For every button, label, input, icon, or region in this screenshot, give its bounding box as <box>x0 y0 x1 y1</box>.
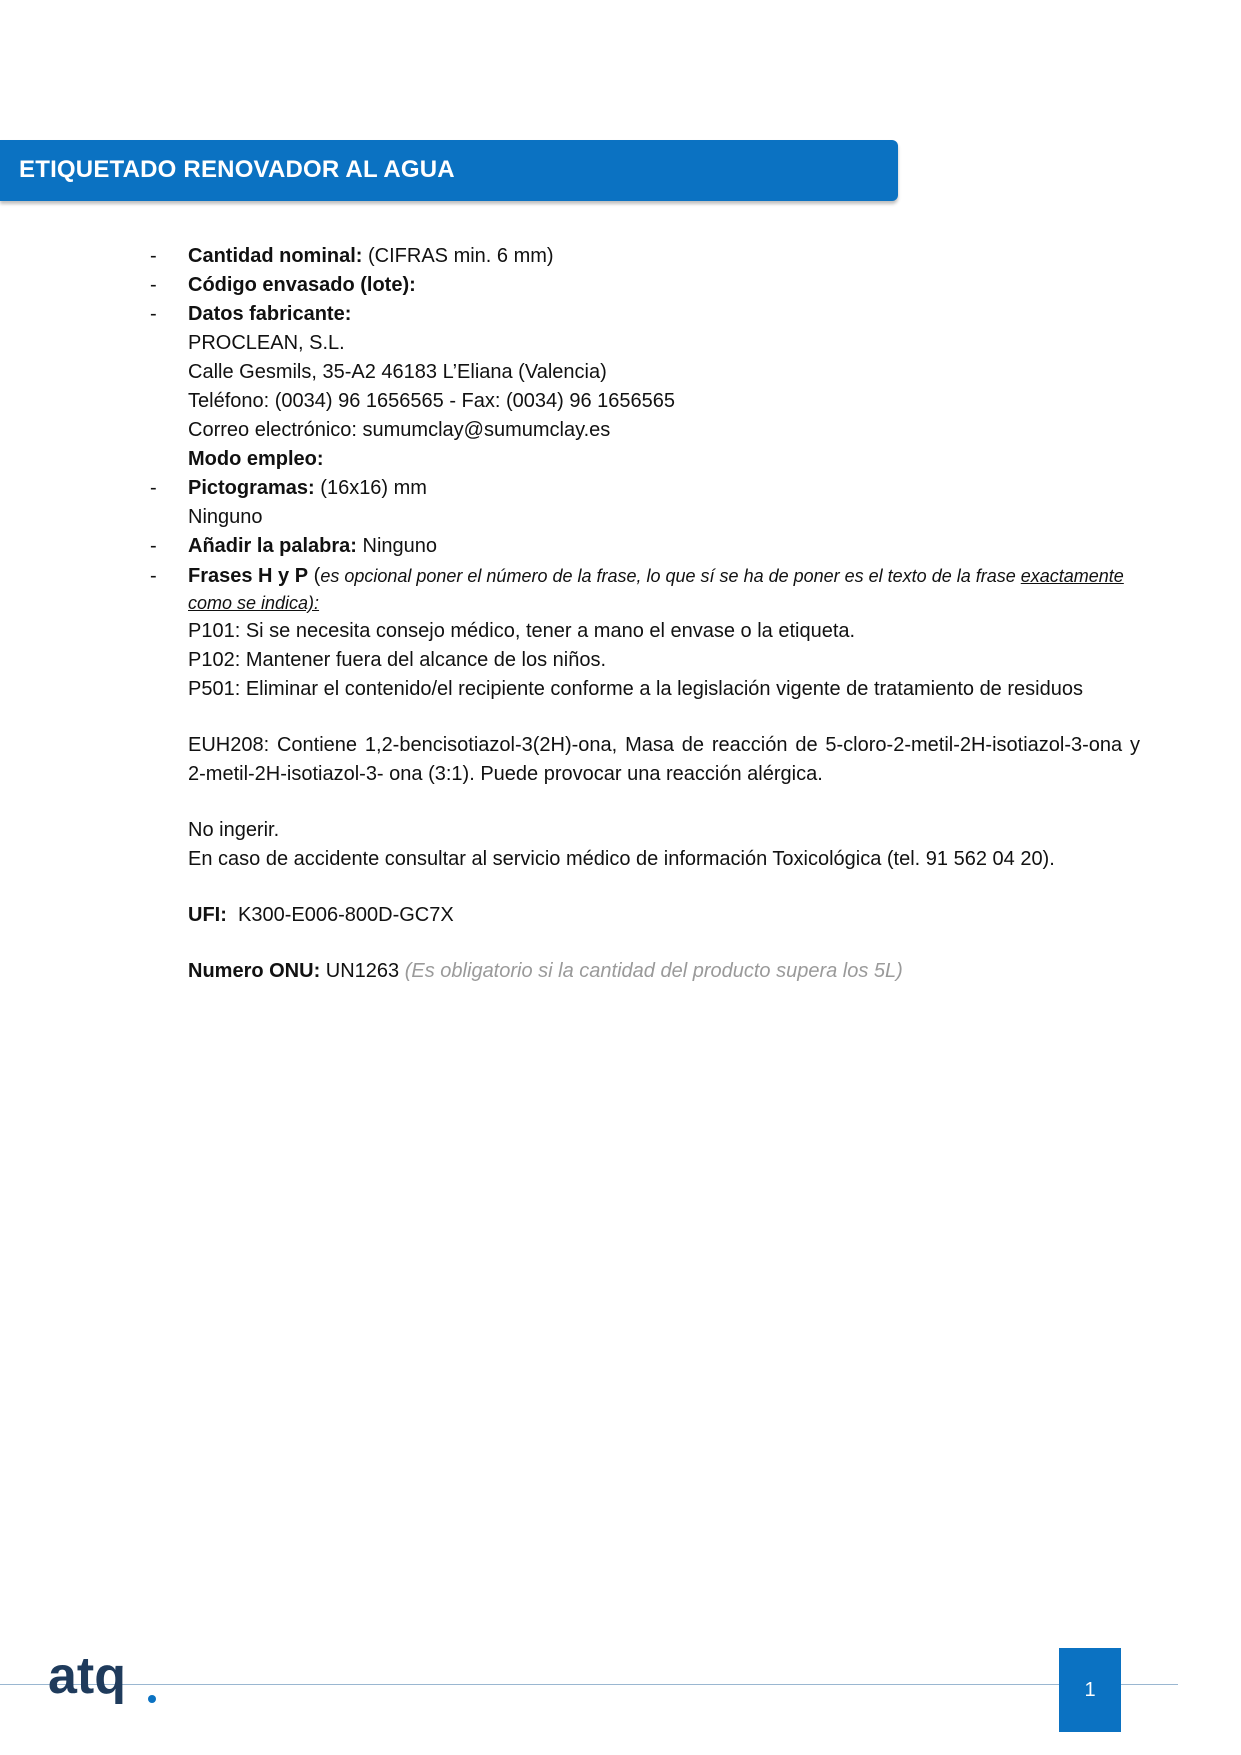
cantidad-value: (CIFRAS min. 6 mm) <box>368 245 554 267</box>
ufi-label: UFI: <box>188 904 227 926</box>
fabricante-address: Calle Gesmils, 35-A2 46183 L’Eliana (Valencia) <box>188 361 607 383</box>
anadir-value: Ninguno <box>362 535 438 557</box>
phrase-p501: P501: Eliminar el contenido/el recipiente conforme a la legislación vigente de tratamiento de residuos <box>188 678 1083 700</box>
list-item-frases: - Frases H y P (es opcional poner el número de la frase, lo que sí se ha de poner es el texto de la frase exactamente como se indica): <box>150 565 1124 613</box>
phrase-p102: P102: Mantener fuera del alcance de los niños. <box>188 649 607 671</box>
fabricante-phone: Teléfono: (0034) 96 1656565 - Fax: (0034) 96 1656565 <box>188 390 676 412</box>
frases-note-underline-2: como se indica): <box>188 593 320 613</box>
footer-divider <box>0 1684 1178 1685</box>
accidente-info: En caso de accidente consultar al servicio médico de información Toxicológica (tel. 91 562 04 20). <box>188 848 1055 870</box>
modo-label: Modo empleo: <box>188 448 324 470</box>
frases-label: Frases H y P <box>188 565 309 587</box>
list-item-codigo: - Código envasado (lote): <box>150 274 416 296</box>
onu-note: (Es obligatorio si la cantidad del producto supera los 5L) <box>404 960 903 982</box>
phrase-euh208: EUH208: Contiene 1,2-bencisotiazol-3(2H)-ona, Masa de reacción de 5-cloro-2-metil-2H-isotiazol-3-ona y 2-metil-2H-isotiazol-3- ona (3:1). Puede provocar una reacción alérgica. <box>188 734 1140 785</box>
page-number: 1 <box>1084 1678 1096 1701</box>
ufi-value: K300-E006-800D-GC7X <box>238 904 454 926</box>
list-item-pictogramas: - Pictogramas: (16x16) mm <box>150 477 427 499</box>
fabricante-email: Correo electrónico: sumumclay@sumumclay.es <box>188 419 611 441</box>
label-content <box>150 242 1140 986</box>
ufi-line <box>150 901 1140 930</box>
anadir-label: Añadir la palabra: <box>188 535 357 557</box>
onu-line <box>150 957 1140 986</box>
datos-label: Datos fabricante: <box>188 303 352 325</box>
onu-value: UN1263 <box>325 960 400 982</box>
title-banner <box>0 140 898 201</box>
list-item-datos: - Datos fabricante: <box>150 303 352 325</box>
list-item-cantidad: - Cantidad nominal: (CIFRAS min. 6 mm) <box>150 245 554 267</box>
onu-label: Numero ONU: <box>188 960 321 982</box>
no-ingerir: No ingerir. <box>188 819 280 841</box>
pictogramas-ninguno: Ninguno <box>188 506 263 528</box>
pictogramas-label: Pictogramas: <box>188 477 315 499</box>
atq-logo <box>48 1648 163 1706</box>
cantidad-label: Cantidad nominal: <box>188 245 363 267</box>
modo-empleo <box>150 445 1140 474</box>
frases-paren: ( <box>313 565 321 587</box>
page-title: ETIQUETADO RENOVADOR AL AGUA <box>19 156 455 183</box>
frases-note: es opcional poner el número de la frase, lo que sí se ha de poner es el texto de la frase <box>320 566 1021 586</box>
page-number-box <box>1059 1648 1121 1732</box>
fabricante-name: PROCLEAN, S.L. <box>188 332 345 354</box>
pictogramas-value: (16x16) mm <box>320 477 427 499</box>
phrase-p101: P101: Si se necesita consejo médico, tener a mano el envase o la etiqueta. <box>188 620 856 642</box>
logo-text: atq <box>48 1648 126 1705</box>
codigo-label: Código envasado (lote): <box>188 274 416 296</box>
list-item-anadir: - Añadir la palabra: Ninguno <box>150 535 438 557</box>
frases-note-underline-1: exactamente <box>1020 566 1124 586</box>
